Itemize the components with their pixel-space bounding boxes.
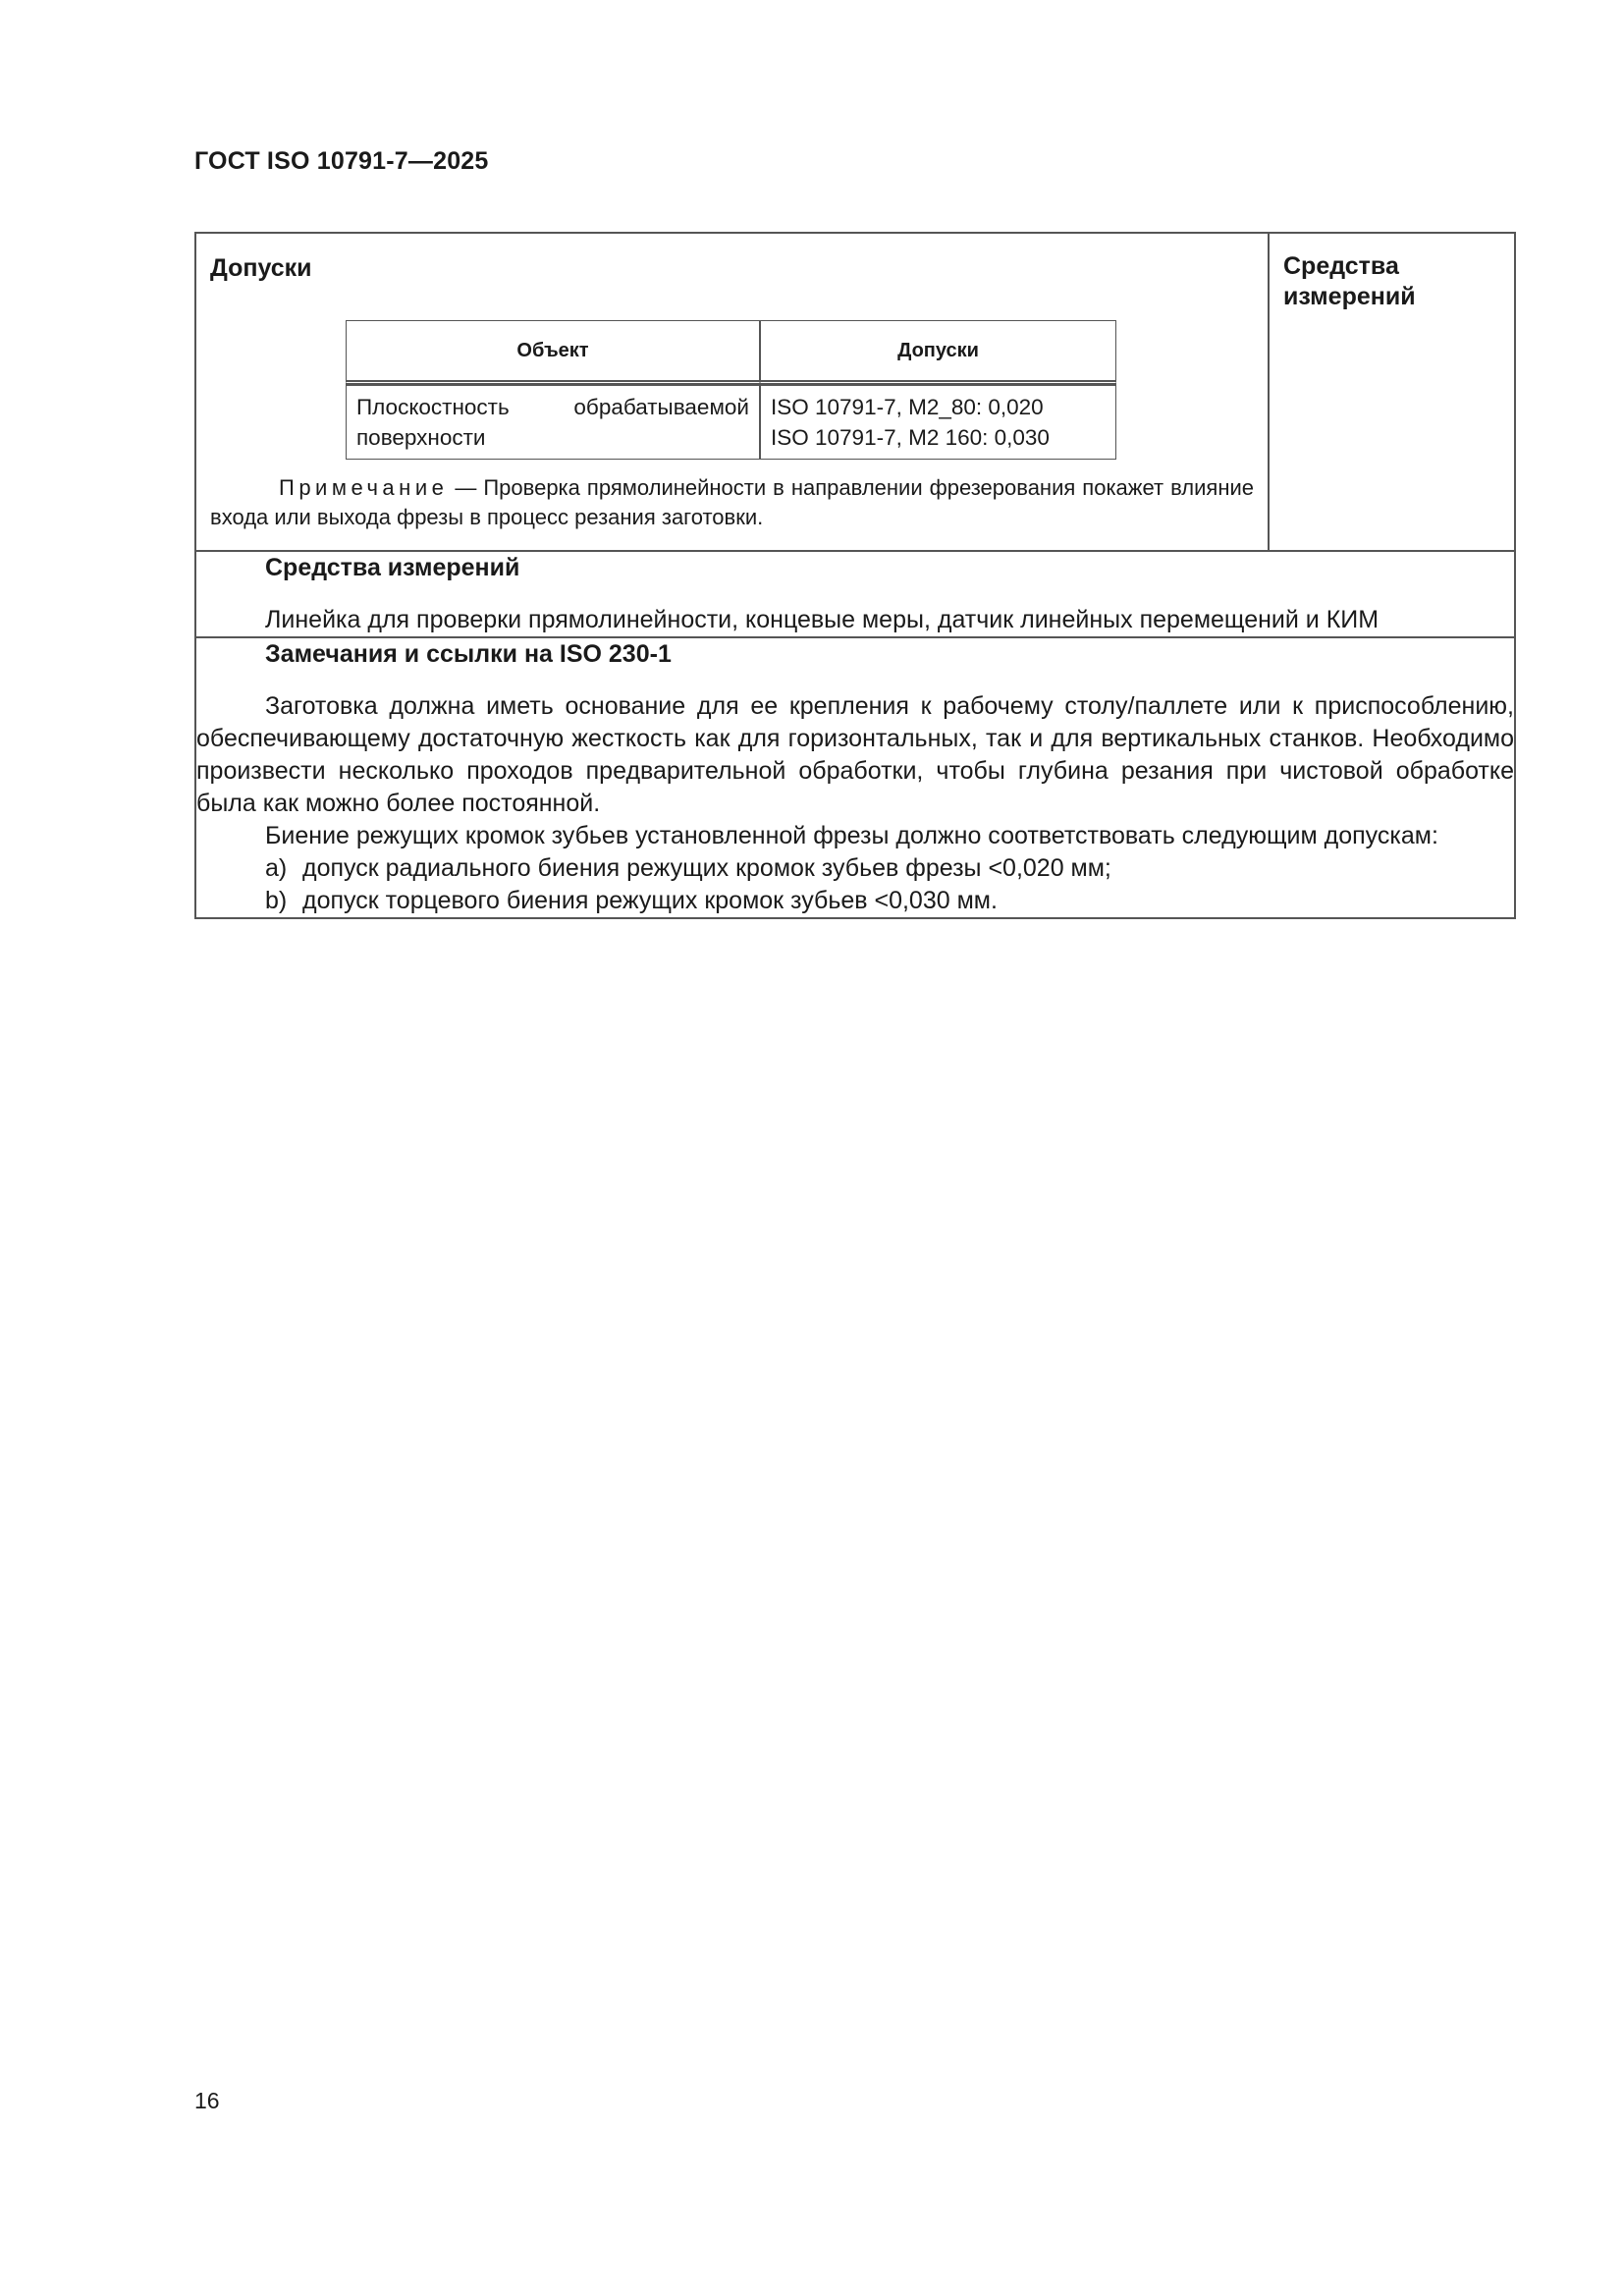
remarks-paragraph: Биение режущих кромок зубьев установленной фрезы должно соответствовать следующим допускам: (265, 822, 1438, 849)
page-number: 16 (194, 2088, 220, 2113)
column-header-object: Объект (346, 320, 760, 385)
tolerance-inner-table (346, 320, 1116, 460)
table-row (346, 385, 1116, 460)
tolerance-value-cell (760, 385, 1116, 460)
list-item (196, 885, 1514, 917)
list-item-text: допуск радиального биения режущих кромок зубьев фрезы <0,020 мм; (302, 854, 1111, 882)
list-item-text: допуск торцевого биения режущих кромок зубьев <0,030 мм. (302, 887, 998, 914)
tolerance-title: Допуски (210, 254, 312, 282)
tolerance-value-line: ISO 10791-7, M2 160: 0,030 (771, 425, 1050, 450)
instruments-section-text: Линейка для проверки прямолинейности, концевые меры, датчик линейных перемещений и КИМ (265, 606, 1380, 633)
remarks-paragraph: Заготовка должна иметь основание для ее крепления к рабочему столу/паллете или к приспособлению, обеспечивающему достаточную жесткость как для горизонтальных, так и для вертикальных станков. Необходимо произвести несколько проходов предварительной обработки, чтобы глубина резания при чистовой обработке была как можно более постоянной. (196, 692, 1514, 817)
remarks-row (195, 637, 1515, 918)
tolerance-row (195, 233, 1515, 551)
object-cell: Плоскостность обрабатываемой поверхности (346, 385, 760, 460)
column-header-tolerance: Допуски (760, 320, 1116, 385)
note-label: Примечание (279, 475, 449, 500)
note (210, 473, 1254, 532)
remarks-section-title: Замечания и ссылки на ISO 230-1 (265, 640, 672, 668)
instruments-side-title: Средства измерений (1283, 252, 1416, 310)
remarks-section (195, 637, 1515, 918)
list-marker: b) (265, 887, 288, 914)
note-text: — Проверка прямолинейности в направлении фрезерования покажет влияние входа или выхода фрезы в процесс резания заготовки. (210, 475, 1254, 529)
instruments-side-cell (1269, 233, 1515, 551)
list-marker: а) (265, 854, 288, 882)
tolerance-cell (195, 233, 1269, 551)
tolerance-value-line: ISO 10791-7, M2_80: 0,020 (771, 395, 1044, 419)
inner-table-header-row (346, 320, 1116, 385)
document-header: ГОСТ ISO 10791-7—2025 (194, 147, 489, 175)
instruments-row (195, 551, 1515, 637)
instruments-section (195, 551, 1515, 637)
instruments-section-title: Средства измерений (265, 554, 520, 581)
list-item (196, 852, 1514, 885)
check-table (194, 232, 1516, 919)
